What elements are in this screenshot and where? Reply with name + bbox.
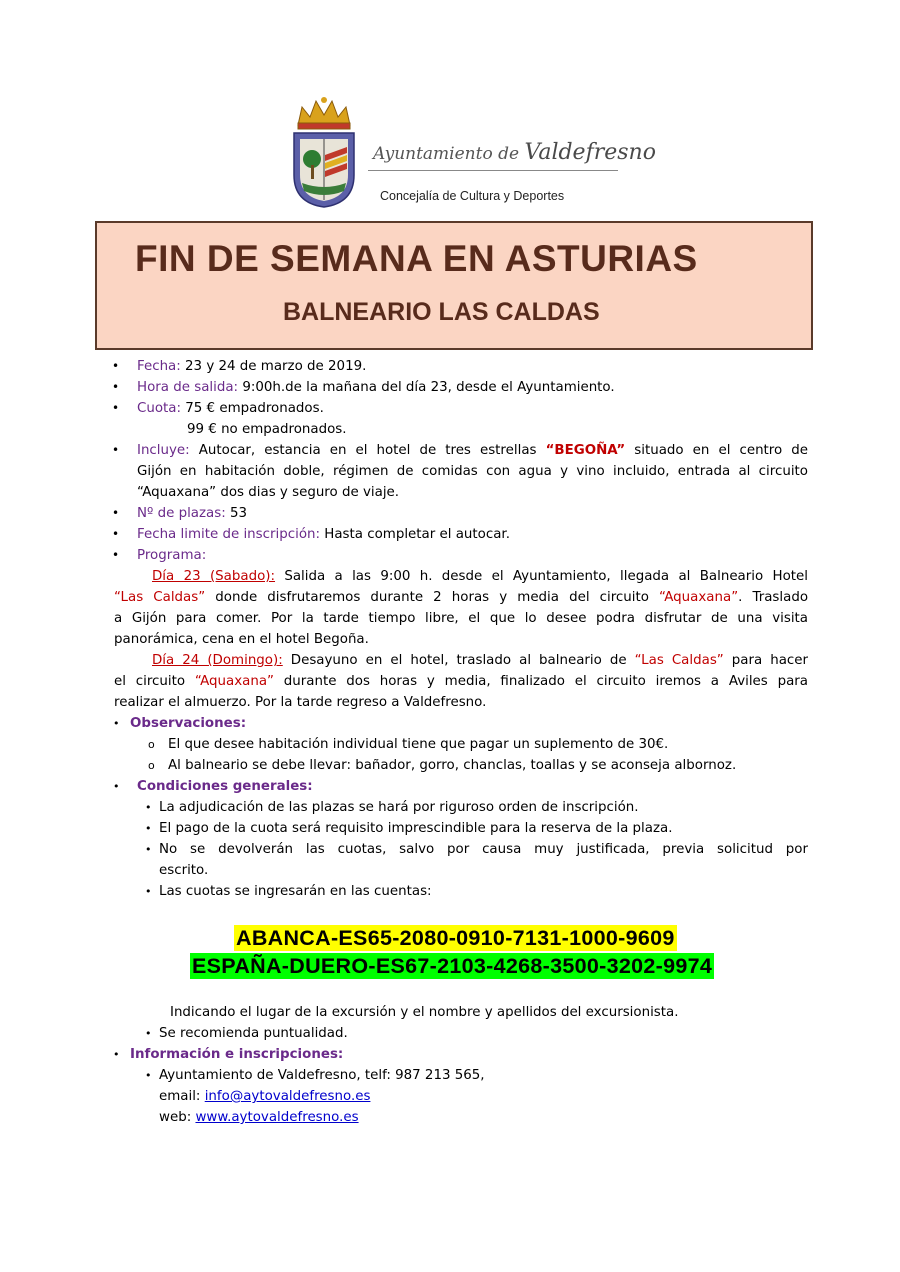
dia23-line-2: “Las Caldas” donde disfrutaremos durante 2 horas y media del circuito “Aquaxana”. Traslado bbox=[114, 590, 809, 605]
bullet: • bbox=[112, 401, 120, 415]
web-link[interactable]: www.aytovaldefresno.es bbox=[195, 1110, 359, 1125]
puntualidad-item: Se recomienda puntualidad. bbox=[159, 1026, 348, 1041]
dia23-line-1: Día 23 (Sabado): Salida a las 9:00 h. desde el Ayuntamiento, llegada al Balneario Hotel bbox=[152, 569, 808, 584]
incluye-line-3: “Aquaxana” dos dias y seguro de viaje. bbox=[137, 485, 400, 500]
coat-of-arms-icon bbox=[288, 95, 360, 210]
dia24-line-3: realizar el almuerzo. Por la tarde regreso a Valdefresno. bbox=[114, 695, 487, 710]
indicando-note: Indicando el lugar de la excursión y el nombre y apellidos del excursionista. bbox=[170, 1005, 679, 1020]
bullet: • bbox=[145, 885, 152, 898]
condicion-item: La adjudicación de las plazas se hará por riguroso orden de inscripción. bbox=[159, 800, 639, 815]
bullet: • bbox=[145, 801, 152, 814]
email-link[interactable]: info@aytovaldefresno.es bbox=[204, 1089, 371, 1104]
bullet: • bbox=[112, 359, 120, 373]
condicion-item: Las cuotas se ingresarán en las cuentas: bbox=[159, 884, 432, 899]
cuota-item: Cuota: 75 € empadronados. bbox=[137, 401, 324, 416]
circle-bullet: o bbox=[148, 738, 155, 751]
condicion-item: No se devolverán las cuotas, salvo por causa muy justificada, previa solicitud por bbox=[159, 842, 808, 857]
bullet: • bbox=[113, 1048, 120, 1061]
dia24-line-1: Día 24 (Domingo): Desayuno en el hotel, traslado al balneario de “Las Caldas” para hacer bbox=[152, 653, 809, 668]
letterhead bbox=[288, 95, 656, 210]
header-rule bbox=[368, 170, 618, 171]
cuota-item-2: 99 € no empadronados. bbox=[187, 422, 347, 437]
dia23-line-4: panorámica, cena en el hotel Begoña. bbox=[114, 632, 369, 647]
bullet: • bbox=[145, 1069, 152, 1082]
page-title: FIN DE SEMANA EN ASTURIAS bbox=[135, 238, 698, 279]
dia24-line-2: el circuito “Aquaxana” durante dos horas y media, finalizado el circuito iremos a Aviles para bbox=[114, 674, 808, 689]
dia23-line-3: a Gijón para comer. Por la tarde tiempo libre, el que lo desee podra disfrutar de una visita bbox=[114, 611, 808, 626]
bullet: • bbox=[145, 822, 152, 835]
organization-name: Ayuntamiento de Valdefresno bbox=[373, 140, 656, 165]
bullet: • bbox=[112, 527, 120, 541]
bullet: • bbox=[112, 548, 120, 562]
info-ayuntamiento: Ayuntamiento de Valdefresno, telf: 987 213 565, bbox=[159, 1068, 485, 1083]
department-name: Concejalía de Cultura y Deportes bbox=[380, 189, 565, 203]
condicion-item: El pago de la cuota será requisito imprescindible para la reserva de la plaza. bbox=[159, 821, 673, 836]
observacion-item: El que desee habitación individual tiene que pagar un suplemento de 30€. bbox=[168, 737, 669, 752]
abanca-account: ABANCA-ES65-2080-0910-7131-1000-9609 bbox=[236, 926, 675, 950]
programa-label: Programa: bbox=[137, 548, 207, 563]
bullet: • bbox=[145, 843, 152, 856]
info-label: Información e inscripciones: bbox=[130, 1047, 344, 1062]
condiciones-label: Condiciones generales: bbox=[137, 779, 313, 794]
condicion-item-cont: escrito. bbox=[159, 863, 209, 878]
observaciones-label: Observaciones: bbox=[130, 716, 247, 731]
bullet: • bbox=[113, 717, 120, 730]
bullet: • bbox=[145, 1027, 152, 1040]
incluye-line-1: Incluye: Autocar, estancia en el hotel de tres estrellas “BEGOÑA” situado en el centro de bbox=[137, 443, 808, 458]
plazas-item: Nº de plazas: 53 bbox=[137, 506, 248, 521]
title-banner bbox=[95, 221, 813, 350]
bullet: • bbox=[113, 780, 120, 793]
salida-item: Hora de salida: 9:00h.de la mañana del día 23, desde el Ayuntamiento. bbox=[137, 380, 615, 395]
incluye-line-2: Gijón en habitación doble, régimen de comidas con agua y vino incluido, entrada al circuito bbox=[137, 464, 808, 479]
page-subtitle: BALNEARIO LAS CALDAS bbox=[283, 298, 600, 326]
info-web-line: web: www.aytovaldefresno.es bbox=[159, 1110, 359, 1125]
bullet: • bbox=[112, 506, 120, 520]
observacion-item: Al balneario se debe llevar: bañador, gorro, chanclas, toallas y se aconseja albornoz. bbox=[168, 758, 737, 773]
circle-bullet: o bbox=[148, 759, 155, 772]
fecha-item: Fecha: 23 y 24 de marzo de 2019. bbox=[137, 359, 367, 374]
limite-item: Fecha limite de inscripción: Hasta completar el autocar. bbox=[137, 527, 510, 542]
info-email-line: email: info@aytovaldefresno.es bbox=[159, 1089, 371, 1104]
bullet: • bbox=[112, 380, 120, 394]
bullet: • bbox=[112, 443, 120, 457]
espana-duero-account: ESPAÑA-DUERO-ES67-2103-4268-3500-3202-9974 bbox=[192, 954, 713, 978]
